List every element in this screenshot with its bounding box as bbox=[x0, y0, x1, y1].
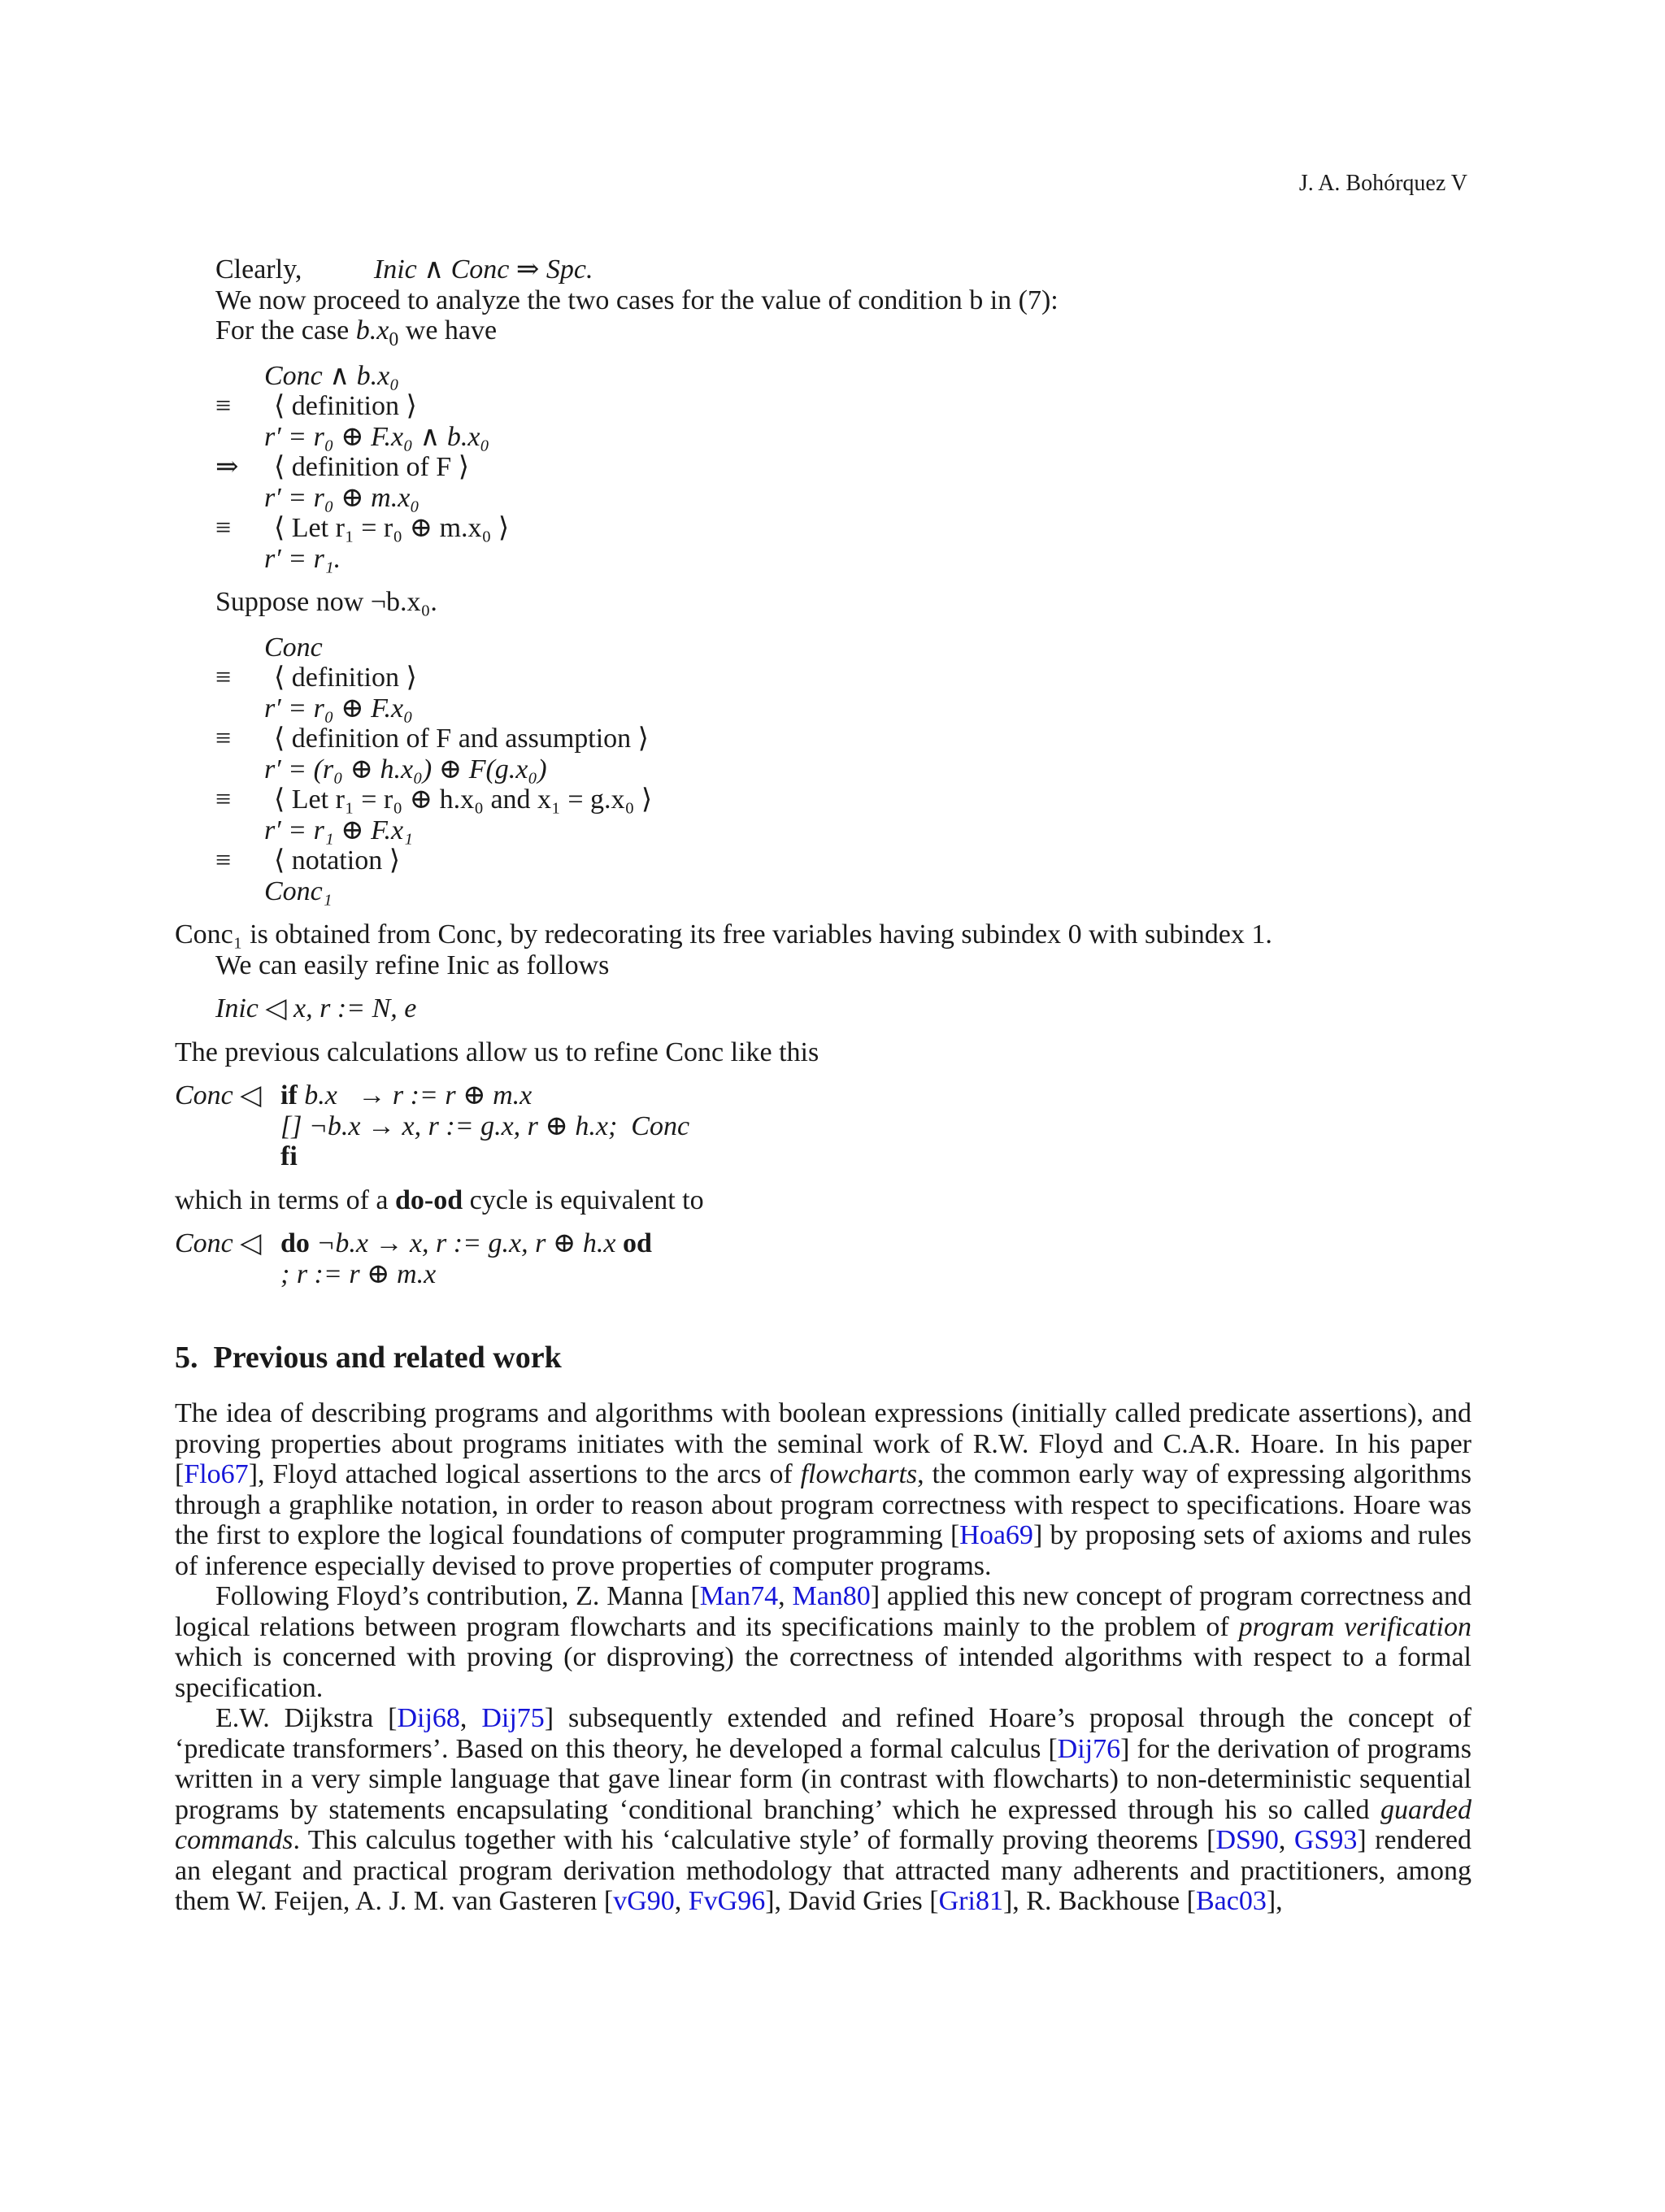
program-lhs: Conc ◁ bbox=[175, 1228, 262, 1258]
paragraph-2 bbox=[175, 1581, 1472, 1703]
program-spacer bbox=[175, 1259, 280, 1290]
p3-sep: , bbox=[459, 1703, 482, 1733]
citation-link[interactable]: DS90 bbox=[1215, 1825, 1279, 1855]
p2-emphasis: program verification bbox=[1238, 1611, 1472, 1642]
p3-sep: , bbox=[1278, 1825, 1294, 1855]
page-content bbox=[175, 254, 1472, 1917]
citation-link[interactable]: FvG96 bbox=[688, 1886, 766, 1916]
loop-body: ¬b.x → x, r := g.x, r ⊕ h.x bbox=[309, 1228, 623, 1258]
inic-refinement: Inic ◁ x, r := N, e bbox=[215, 993, 417, 1023]
keyword-od: od bbox=[622, 1228, 652, 1258]
final-assignment: ; r := r ⊕ m.x bbox=[280, 1258, 437, 1289]
calc-line: r′ = r₀ ⊕ m.x₀ bbox=[264, 482, 420, 513]
intro-line-3-pre: For the case bbox=[215, 315, 356, 345]
calc-line: ≡ ⟨ definition of F and assumption ⟩ bbox=[215, 724, 649, 754]
keyword-do: do bbox=[280, 1228, 310, 1258]
p1-text: ] by proposing sets of axioms and rules of inference especially devised to prove properties of computer programs. bbox=[175, 1520, 1472, 1581]
calc-line: Conc ∧ b.x₀ bbox=[264, 360, 400, 391]
program-if-fi bbox=[175, 1080, 1472, 1172]
p1-text: , the common early way of expressing algorithms through a graphlike notation, in order to reason about program correctness with respect to specifications. Hoare was the first to explore the logical foundations of computer programming [ bbox=[175, 1459, 1472, 1550]
p3-sep: , bbox=[674, 1886, 689, 1916]
dood-line bbox=[175, 1185, 1472, 1216]
calculation-case-b bbox=[215, 361, 1472, 575]
intro-line-3-sub: 0 bbox=[389, 328, 399, 350]
paragraph-1 bbox=[175, 1398, 1472, 1581]
guard-1: b.x → r := r ⊕ m.x bbox=[297, 1080, 533, 1110]
p2-text: which is concerned with proving (or disproving) the correctness of intended algorithms with respect to a formal specification. bbox=[175, 1642, 1472, 1703]
dood-pre: which in terms of a bbox=[175, 1184, 395, 1215]
calc-line: r′ = (r₀ ⊕ h.x₀) ⊕ F(g.x₀) bbox=[264, 754, 547, 784]
running-header: J. A. Bohórquez V bbox=[1298, 171, 1467, 196]
calc-line: r′ = r₁. bbox=[264, 543, 341, 574]
suppose-line: Suppose now ¬b.x₀. bbox=[215, 587, 437, 617]
calc-line: ⇒ ⟨ definition of F ⟩ bbox=[215, 452, 469, 482]
citation-link[interactable]: Gri81 bbox=[938, 1886, 1003, 1916]
p3-text: ], R. Backhouse [ bbox=[1002, 1886, 1196, 1916]
conc1-explanation: Conc₁ is obtained from Conc, by redecorating its free variables having subindex 0 with subindex 1. bbox=[175, 919, 1272, 950]
p1-text: ], Floyd attached logical assertions to the arcs of bbox=[248, 1459, 801, 1489]
p2-text: Following Floyd’s contribution, Z. Manna [ bbox=[215, 1581, 700, 1611]
program-line bbox=[175, 1259, 1472, 1290]
clearly-formula: Inic ∧ Conc ⇒ Spc. bbox=[373, 254, 593, 285]
citation-link[interactable]: vG90 bbox=[613, 1886, 675, 1916]
program-line bbox=[175, 1080, 1472, 1111]
citation-link[interactable]: Flo67 bbox=[184, 1459, 249, 1489]
citation-link[interactable]: Hoa69 bbox=[959, 1520, 1033, 1550]
calc-line: r′ = r₀ ⊕ F.x₀ bbox=[264, 693, 413, 724]
calc-line: r′ = r₀ ⊕ F.x₀ ∧ b.x₀ bbox=[264, 421, 490, 452]
citation-link[interactable]: Dij76 bbox=[1057, 1733, 1121, 1764]
program-lhs: Conc ◁ bbox=[175, 1080, 262, 1110]
clearly-label: Clearly, bbox=[215, 254, 302, 285]
p3-text: . This calculus together with his ‘calculative style’ of formally proving theorems [ bbox=[293, 1825, 1216, 1855]
calculation-case-not-b bbox=[215, 632, 1472, 907]
program-spacer bbox=[175, 1141, 280, 1172]
intro-line-3-math: b.x bbox=[355, 315, 389, 345]
program-spacer bbox=[175, 1111, 280, 1142]
p3-text: ] subsequently extended and refined Hoare’s proposal through the concept of ‘predicate transformers’. Based on this theory, he developed a formal calculus [ bbox=[175, 1703, 1472, 1764]
guard-2: [] ¬b.x → x, r := g.x, r ⊕ h.x; Conc bbox=[280, 1110, 690, 1141]
intro-line-3 bbox=[175, 315, 1472, 350]
clearly-line bbox=[175, 254, 1472, 285]
calc-line: ≡ ⟨ Let r₁ = r₀ ⊕ m.x₀ ⟩ bbox=[215, 513, 510, 543]
section-title: Previous and related work bbox=[213, 1341, 562, 1375]
citation-link[interactable]: GS93 bbox=[1293, 1825, 1358, 1855]
calc-line: ≡ ⟨ Let r₁ = r₀ ⊕ h.x₀ and x₁ = g.x₀ ⟩ bbox=[215, 784, 653, 815]
calc-line: r′ = r₁ ⊕ F.x₁ bbox=[264, 815, 413, 845]
p3-text: E.W. Dijkstra [ bbox=[215, 1703, 398, 1733]
section-heading bbox=[175, 1340, 1472, 1375]
p3-text: ], David Gries [ bbox=[765, 1886, 939, 1916]
p3-text: ] for the derivation of programs written in a very simple language that gave linear form (in contrast with flowcharts) to non-deterministic sequential programs by statements encapsulating ‘conditional branching’ which he expressed through his so called bbox=[175, 1733, 1472, 1825]
paragraph-3 bbox=[175, 1703, 1472, 1917]
dood-post: cycle is equivalent to bbox=[463, 1184, 704, 1215]
section-number: 5. bbox=[175, 1341, 198, 1375]
intro-line-3-post: we have bbox=[398, 315, 498, 345]
p2-sep: , bbox=[778, 1581, 793, 1611]
keyword-if: if bbox=[280, 1080, 298, 1110]
citation-link[interactable]: Man80 bbox=[792, 1581, 871, 1611]
program-line bbox=[175, 1141, 1472, 1172]
program-do-od bbox=[175, 1228, 1472, 1289]
citation-link[interactable]: Man74 bbox=[699, 1581, 779, 1611]
p3-text: ], bbox=[1266, 1886, 1283, 1916]
citation-link[interactable]: Bac03 bbox=[1195, 1886, 1267, 1916]
p1-emphasis: flowcharts bbox=[800, 1459, 918, 1489]
calc-line: ≡ ⟨ notation ⟩ bbox=[215, 845, 400, 876]
refine-conc-line: The previous calculations allow us to refine Conc like this bbox=[175, 1036, 819, 1067]
p3-emphasis: guarded commands bbox=[175, 1794, 1472, 1855]
keyword-do-od: do-od bbox=[395, 1184, 463, 1215]
citation-link[interactable]: Dij68 bbox=[397, 1703, 460, 1733]
keyword-fi: fi bbox=[280, 1141, 298, 1171]
citation-link[interactable]: Dij75 bbox=[481, 1703, 545, 1733]
program-line bbox=[175, 1111, 1472, 1142]
calc-line: Conc₁ bbox=[264, 876, 333, 906]
calc-line: Conc bbox=[264, 632, 323, 663]
calc-line: ≡ ⟨ definition ⟩ bbox=[215, 391, 417, 421]
p3-text: ] rendered an elegant and practical program derivation methodology that attracted many adherents and practitioners, among them W. Feijen, A. J. M. van Gasteren [ bbox=[175, 1825, 1472, 1916]
p1-text: The idea of describing programs and algorithms with boolean expressions (initially called predicate assertions), and proving properties about programs initiates with the seminal work of R.W. Floyd and C.A.R. Hoare. In his paper [ bbox=[175, 1398, 1472, 1489]
intro-line-2: We now proceed to analyze the two cases for the value of condition b in (7): bbox=[215, 285, 1059, 315]
p2-text: ] applied this new concept of program correctness and logical relations between program flowcharts and its specifications mainly to the problem of bbox=[175, 1581, 1472, 1642]
refine-inic-line: We can easily refine Inic as follows bbox=[215, 950, 610, 980]
calc-line: ≡ ⟨ definition ⟩ bbox=[215, 663, 417, 693]
program-line bbox=[175, 1228, 1472, 1259]
